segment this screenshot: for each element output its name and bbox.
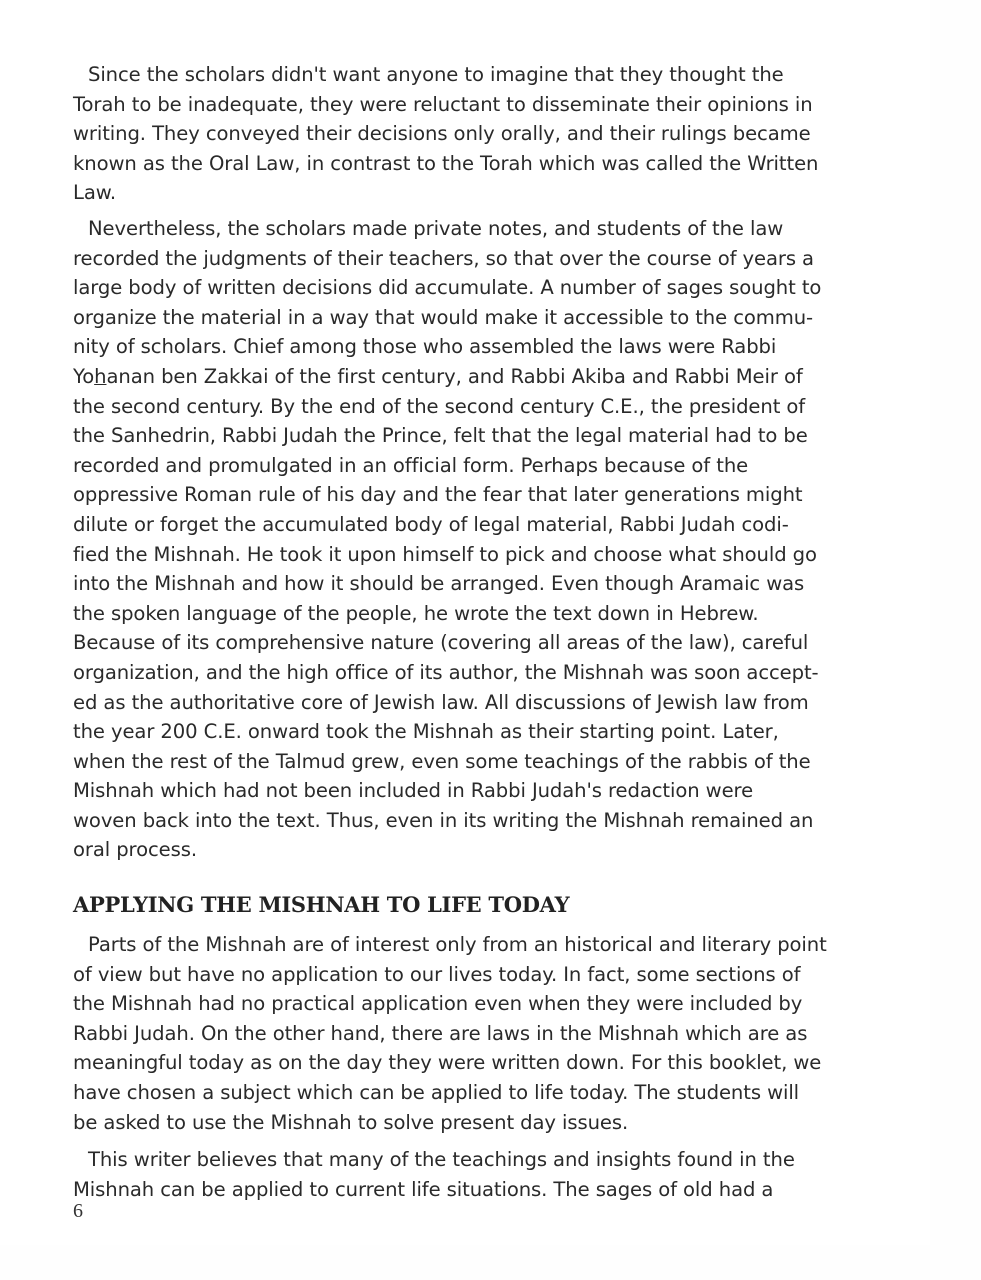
text-line: dilute or forget the accumulated body of legal material, Rabbi Judah codi- xyxy=(73,512,789,536)
text-line: when the rest of the Talmud grew, even some teachings of the rabbis of the xyxy=(73,749,811,773)
text-line: Since the scholars didn't want anyone to imagine that they thought the xyxy=(88,63,784,86)
text-line: Because of its comprehensive nature (covering all areas of the law), careful xyxy=(73,631,809,655)
text-line: known as the Oral Law, in contrast to the Torah which was called the Written xyxy=(73,151,819,175)
text-segment-post: anan ben Zakkai of the first century, and Rabbi Akiba and Rabbi Meir of xyxy=(106,364,803,388)
text-line: Mishnah can be applied to current life situations. The sages of old had a xyxy=(73,1177,774,1201)
text-line: the Sanhedrin, Rabbi Judah the Prince, felt that the legal material had to be xyxy=(73,424,808,448)
text-line: writing. They conveyed their decisions only orally, and their rulings became xyxy=(73,122,811,146)
section-heading: APPLYING THE MISHNAH TO LIFE TODAY xyxy=(73,892,570,917)
text-line: This writer believes that many of the teachings and insights found in the xyxy=(88,1148,795,1171)
text-line: be asked to use the Mishnah to solve present day issues. xyxy=(73,1110,629,1134)
text-line: organize the material in a way that would make it accessible to the commu- xyxy=(73,305,814,329)
text-segment-underlined: h xyxy=(94,364,107,388)
text-line: of view but have no application to our lives today. In fact, some sections of xyxy=(73,962,801,986)
paragraph-mishnah-history xyxy=(73,214,893,865)
text-line: into the Mishnah and how it should be arranged. Even though Aramaic was xyxy=(73,572,805,596)
text-line: have chosen a subject which can be applied to life today. The students will xyxy=(73,1080,800,1104)
paragraph-writer-belief xyxy=(73,1145,893,1204)
text-line: Rabbi Judah. On the other hand, there are laws in the Mishnah which are as xyxy=(73,1021,808,1045)
paragraph-oral-law xyxy=(73,60,893,208)
text-line: oral process. xyxy=(73,838,197,862)
text-line: Nevertheless, the scholars made private notes, and students of the law xyxy=(88,217,784,240)
text-line: woven back into the text. Thus, even in its writing the Mishnah remained an xyxy=(73,808,814,832)
text-line: Law. xyxy=(73,181,116,205)
text-line: large body of written decisions did accumulate. A number of sages sought to xyxy=(73,276,822,300)
text-line: recorded and promulgated in an official form. Perhaps because of the xyxy=(73,453,749,477)
text-line: Parts of the Mishnah are of interest only from an historical and literary point xyxy=(88,933,827,956)
text-line: nity of scholars. Chief among those who assembled the laws were Rabbi xyxy=(73,335,777,359)
text-line: the spoken language of the people, he wrote the text down in Hebrew. xyxy=(73,601,759,625)
text-line: ed as the authoritative core of Jewish law. All discussions of Jewish law from xyxy=(73,690,809,714)
text-line: the second century. By the end of the second century C.E., the president of xyxy=(73,394,806,418)
text-line: recorded the judgments of their teachers, so that over the course of years a xyxy=(73,246,814,270)
text-line: organization, and the high office of its author, the Mishnah was soon accept- xyxy=(73,660,819,684)
text-line: Torah to be inadequate, they were reluctant to disseminate their opinions in xyxy=(73,92,813,116)
text-line: oppressive Roman rule of his day and the fear that later generations might xyxy=(73,483,803,507)
text-line: the Mishnah had no practical application even when they were included by xyxy=(73,992,803,1016)
text-line: meaningful today as on the day they were written down. For this booklet, we xyxy=(73,1051,822,1075)
text-line xyxy=(73,362,893,392)
text-line: the year 200 C.E. onward took the Mishnah as their starting point. Later, xyxy=(73,720,779,744)
page-number: 6 xyxy=(73,1200,83,1222)
text-segment-pre: Yo xyxy=(73,364,95,388)
paragraph-applying-mishnah xyxy=(73,930,893,1137)
text-line: Mishnah which had not been included in Rabbi Judah's redaction were xyxy=(73,779,754,803)
text-line: fied the Mishnah. He took it upon himself to pick and choose what should go xyxy=(73,542,817,566)
